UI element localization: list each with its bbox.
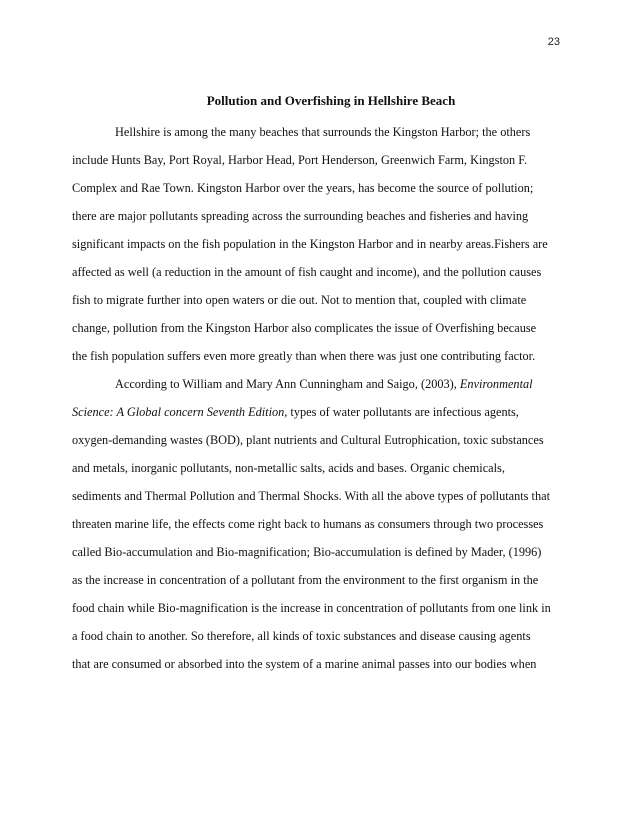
paragraph-line: food chain while Bio-magnification is the increase in concentration of pollutants from one link in <box>72 601 551 615</box>
paragraph-line <box>115 376 533 392</box>
paragraph-line: as the increase in concentration of a pollutant from the environment to the first organism in the <box>72 573 539 587</box>
book-title: Science: A Global concern Seventh Edition, <box>72 405 288 419</box>
paragraph-line: there are major pollutants spreading across the surrounding beaches and fisheries and having <box>72 209 529 223</box>
paragraph-line: fish to migrate further into open waters or die out. Not to mention that, coupled with climate <box>72 293 527 307</box>
paragraph-line: threaten marine life, the effects come right back to humans as consumers through two processes <box>72 517 544 531</box>
paragraph-line: called Bio-accumulation and Bio-magnification; Bio-accumulation is defined by Mader, (1996) <box>72 545 542 559</box>
paragraph-line: the fish population suffers even more greatly than when there was just one contributing factor. <box>72 349 536 363</box>
document-title: Pollution and Overfishing in Hellshire Beach <box>206 93 456 108</box>
paragraph-line: a food chain to another. So therefore, all kinds of toxic substances and disease causing agents <box>72 629 531 643</box>
paragraph-line: that are consumed or absorbed into the system of a marine animal passes into our bodies when <box>72 657 537 671</box>
paragraph-line: change, pollution from the Kingston Harbor also complicates the issue of Overfishing because <box>72 321 537 335</box>
paragraph-line: and metals, inorganic pollutants, non-metallic salts, acids and bases. Organic chemicals, <box>72 461 505 475</box>
paragraph-line: sediments and Thermal Pollution and Thermal Shocks. With all the above types of pollutants that <box>72 489 550 503</box>
book-title: Environmental <box>459 377 533 391</box>
paragraph-line: significant impacts on the fish population in the Kingston Harbor and in nearby areas.Fishers are <box>72 237 548 251</box>
paragraph-line: Hellshire is among the many beaches that surrounds the Kingston Harbor; the others <box>115 125 531 139</box>
paragraph-line <box>72 404 519 420</box>
paragraph-text: types of water pollutants are infectious agents, <box>287 405 519 419</box>
paragraph-line: include Hunts Bay, Port Royal, Harbor Head, Port Henderson, Greenwich Farm, Kingston F. <box>72 153 528 167</box>
paragraph-line: oxygen-demanding wastes (BOD), plant nutrients and Cultural Eutrophication, toxic substances <box>72 433 544 447</box>
page-number: 23 <box>547 36 560 48</box>
paragraph-line: Complex and Rae Town. Kingston Harbor over the years, has become the source of pollution; <box>72 181 534 195</box>
citation-text: According to William and Mary Ann Cunningham and Saigo, (2003), <box>115 377 460 391</box>
paragraph-line: affected as well (a reduction in the amount of fish caught and income), and the pollution causes <box>72 265 542 279</box>
